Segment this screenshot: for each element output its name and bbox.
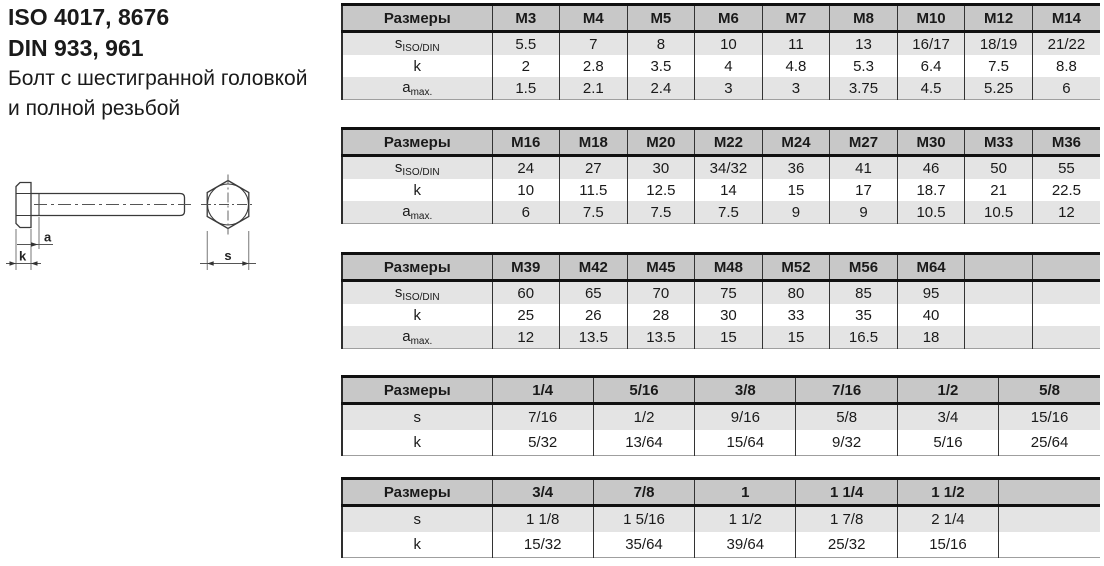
value-cell: 7 [560, 32, 628, 56]
size-column-header: M16 [492, 129, 560, 156]
value-cell: 2.8 [560, 55, 628, 77]
value-cell: 25 [492, 304, 560, 326]
iso-standard-title: ISO 4017, 8676 [8, 4, 170, 30]
value-cell: 18.7 [897, 179, 965, 201]
value-cell: 7/16 [492, 404, 593, 431]
size-column-header: 1 1/4 [796, 479, 897, 506]
value-cell: 30 [695, 304, 763, 326]
table-header-label: Размеры [342, 254, 492, 281]
size-column-header: M27 [830, 129, 898, 156]
value-cell: 21/22 [1032, 32, 1100, 56]
value-cell: 1 1/2 [695, 506, 796, 533]
value-cell [1032, 326, 1100, 349]
size-column-header: 1/4 [492, 377, 593, 404]
value-cell: 4.5 [897, 77, 965, 100]
value-cell: 13/64 [593, 430, 694, 456]
value-cell: 60 [492, 281, 560, 305]
row-label: $a_{max.}$ [342, 326, 492, 349]
size-column-header: M24 [762, 129, 830, 156]
size-column-header: 3/4 [492, 479, 593, 506]
row-label: $s_{ISO/DIN}$ [342, 32, 492, 56]
value-cell: 3.75 [830, 77, 898, 100]
value-cell: 80 [762, 281, 830, 305]
row-label: k [342, 532, 492, 558]
inch-sizes-table-small [341, 375, 1100, 456]
table-row [342, 156, 1100, 180]
dimension-k-label: k [19, 248, 27, 264]
table-row [342, 430, 1100, 456]
value-cell: 15/16 [999, 404, 1100, 431]
dimension-tables [341, 0, 1100, 566]
value-cell: 26 [560, 304, 628, 326]
size-column-header: M6 [695, 5, 763, 32]
dimension-s-arrow-right [242, 261, 249, 265]
value-cell: 11.5 [560, 179, 628, 201]
size-column-header: M14 [1032, 5, 1100, 32]
value-cell: 46 [897, 156, 965, 180]
row-label: $s_{ISO/DIN}$ [342, 281, 492, 305]
value-cell: 25/32 [796, 532, 897, 558]
row-label: $a_{max.}$ [342, 201, 492, 224]
size-column-header: M20 [627, 129, 695, 156]
value-cell: 10.5 [897, 201, 965, 224]
inch-sizes-table-large [341, 477, 1100, 558]
value-cell: 55 [1032, 156, 1100, 180]
value-cell: 10.5 [965, 201, 1033, 224]
value-cell: 15/32 [492, 532, 593, 558]
size-column-header: 5/8 [999, 377, 1100, 404]
size-column-header: 1/2 [897, 377, 998, 404]
size-column-header: M48 [695, 254, 763, 281]
table-row [342, 201, 1100, 224]
value-cell: 16.5 [830, 326, 898, 349]
value-cell: 14 [695, 179, 763, 201]
value-cell: 7.5 [627, 201, 695, 224]
table-row [342, 506, 1100, 533]
size-column-header [999, 479, 1100, 506]
bolt-head-outline [16, 183, 31, 228]
value-cell: 70 [627, 281, 695, 305]
value-cell: 15/64 [695, 430, 796, 456]
value-cell: 12.5 [627, 179, 695, 201]
value-cell: 50 [965, 156, 1033, 180]
value-cell: 12 [492, 326, 560, 349]
size-column-header: M56 [830, 254, 898, 281]
size-column-header: M42 [560, 254, 628, 281]
value-cell: 15 [762, 326, 830, 349]
value-cell: 5/8 [796, 404, 897, 431]
value-cell [1032, 281, 1100, 305]
value-cell: 13 [830, 32, 898, 56]
table-row [342, 55, 1100, 77]
size-column-header: M45 [627, 254, 695, 281]
value-cell: 65 [560, 281, 628, 305]
description-line-2: и полной резьбой [8, 97, 181, 120]
value-cell: 15/16 [897, 532, 998, 558]
value-cell: 3/4 [897, 404, 998, 431]
value-cell: 22.5 [1032, 179, 1100, 201]
value-cell: 95 [897, 281, 965, 305]
size-column-header: 5/16 [593, 377, 694, 404]
value-cell: 12 [1032, 201, 1100, 224]
value-cell: 39/64 [695, 532, 796, 558]
size-column-header: 7/8 [593, 479, 694, 506]
value-cell: 9 [762, 201, 830, 224]
value-cell [965, 281, 1033, 305]
value-cell: 21 [965, 179, 1033, 201]
dimension-k-arrow-left [10, 261, 17, 265]
table-header-label: Размеры [342, 129, 492, 156]
value-cell: 8.8 [1032, 55, 1100, 77]
value-cell: 13.5 [627, 326, 695, 349]
value-cell: 2 [492, 55, 560, 77]
value-cell: 1 1/8 [492, 506, 593, 533]
value-cell: 9/16 [695, 404, 796, 431]
value-cell: 3 [695, 77, 763, 100]
row-label: s [342, 506, 492, 533]
value-cell [965, 326, 1033, 349]
table-row [342, 304, 1100, 326]
value-cell: 18 [897, 326, 965, 349]
value-cell: 4 [695, 55, 763, 77]
value-cell: 5.25 [965, 77, 1033, 100]
value-cell: 10 [695, 32, 763, 56]
size-column-header: 7/16 [796, 377, 897, 404]
value-cell: 6.4 [897, 55, 965, 77]
value-cell: 35 [830, 304, 898, 326]
bolt-technical-drawing [0, 160, 280, 280]
value-cell: 2.1 [560, 77, 628, 100]
table-row [342, 326, 1100, 349]
value-cell: 13.5 [560, 326, 628, 349]
value-cell: 28 [627, 304, 695, 326]
row-label: $s_{ISO/DIN}$ [342, 156, 492, 180]
table-header-label: Размеры [342, 377, 492, 404]
table-row [342, 532, 1100, 558]
value-cell: 16/17 [897, 32, 965, 56]
size-column-header: M33 [965, 129, 1033, 156]
value-cell: 10 [492, 179, 560, 201]
bolt-hex-head-view [200, 175, 256, 271]
size-column-header: M5 [627, 5, 695, 32]
value-cell: 4.8 [762, 55, 830, 77]
row-label: k [342, 430, 492, 456]
value-cell: 2.4 [627, 77, 695, 100]
value-cell: 8 [627, 32, 695, 56]
value-cell: 11 [762, 32, 830, 56]
value-cell: 7.5 [965, 55, 1033, 77]
value-cell: 3.5 [627, 55, 695, 77]
value-cell: 15 [762, 179, 830, 201]
size-column-header: M12 [965, 5, 1033, 32]
size-column-header: M7 [762, 5, 830, 32]
dimension-a [17, 230, 53, 247]
value-cell: 7.5 [560, 201, 628, 224]
value-cell: 25/64 [999, 430, 1100, 456]
size-column-header: M8 [830, 5, 898, 32]
value-cell: 9 [830, 201, 898, 224]
value-cell: 33 [762, 304, 830, 326]
value-cell: 3 [762, 77, 830, 100]
value-cell: 6 [1032, 77, 1100, 100]
value-cell: 1 7/8 [796, 506, 897, 533]
value-cell: 5/32 [492, 430, 593, 456]
size-column-header: 3/8 [695, 377, 796, 404]
dimension-s-label: s [224, 248, 232, 263]
size-column-header: M4 [560, 5, 628, 32]
size-column-header: M30 [897, 129, 965, 156]
value-cell: 1.5 [492, 77, 560, 100]
size-column-header: 1 1/2 [897, 479, 998, 506]
value-cell: 2 1/4 [897, 506, 998, 533]
title-block [8, 2, 307, 124]
size-column-header [965, 254, 1033, 281]
dimension-k-arrow-right [31, 261, 38, 265]
dimension-s-arrow-left [207, 261, 214, 265]
size-column-header: M39 [492, 254, 560, 281]
metric-sizes-table-m16-m36 [341, 127, 1100, 224]
row-label: s [342, 404, 492, 431]
value-cell: 34/32 [695, 156, 763, 180]
value-cell: 75 [695, 281, 763, 305]
value-cell: 1/2 [593, 404, 694, 431]
bolt-side-view [6, 183, 195, 271]
row-label: k [342, 304, 492, 326]
value-cell: 27 [560, 156, 628, 180]
value-cell: 9/32 [796, 430, 897, 456]
value-cell: 7.5 [695, 201, 763, 224]
dimension-s [200, 248, 256, 266]
din-standard-title: DIN 933, 961 [8, 35, 144, 61]
value-cell [965, 304, 1033, 326]
value-cell [1032, 304, 1100, 326]
value-cell: 5.5 [492, 32, 560, 56]
value-cell: 18/19 [965, 32, 1033, 56]
size-column-header: M36 [1032, 129, 1100, 156]
value-cell: 6 [492, 201, 560, 224]
size-column-header: M52 [762, 254, 830, 281]
dimension-k [6, 249, 41, 266]
value-cell: 15 [695, 326, 763, 349]
value-cell: 30 [627, 156, 695, 180]
value-cell [999, 506, 1100, 533]
table-row [342, 179, 1100, 201]
row-label: k [342, 179, 492, 201]
value-cell [999, 532, 1100, 558]
size-column-header: M22 [695, 129, 763, 156]
size-column-header: M10 [897, 5, 965, 32]
table-row [342, 404, 1100, 431]
description-line-1: Болт с шестигранной головкой [8, 67, 308, 90]
size-column-header: 1 [695, 479, 796, 506]
metric-sizes-table-m3-m14 [341, 3, 1100, 100]
dimension-a-label: a [44, 229, 52, 245]
value-cell: 17 [830, 179, 898, 201]
value-cell: 24 [492, 156, 560, 180]
table-header-label: Размеры [342, 479, 492, 506]
table-header-label: Размеры [342, 5, 492, 32]
size-column-header [1032, 254, 1100, 281]
value-cell: 41 [830, 156, 898, 180]
value-cell: 85 [830, 281, 898, 305]
size-column-header: M3 [492, 5, 560, 32]
value-cell: 35/64 [593, 532, 694, 558]
table-row [342, 281, 1100, 305]
metric-sizes-table-m39-m64 [341, 252, 1100, 349]
value-cell: 36 [762, 156, 830, 180]
row-label: $a_{max.}$ [342, 77, 492, 100]
size-column-header: M64 [897, 254, 965, 281]
value-cell: 5/16 [897, 430, 998, 456]
value-cell: 40 [897, 304, 965, 326]
dimension-a-arrow [31, 242, 38, 246]
table-row [342, 77, 1100, 100]
row-label: k [342, 55, 492, 77]
size-column-header: M18 [560, 129, 628, 156]
table-row [342, 32, 1100, 56]
value-cell: 1 5/16 [593, 506, 694, 533]
value-cell: 5.3 [830, 55, 898, 77]
